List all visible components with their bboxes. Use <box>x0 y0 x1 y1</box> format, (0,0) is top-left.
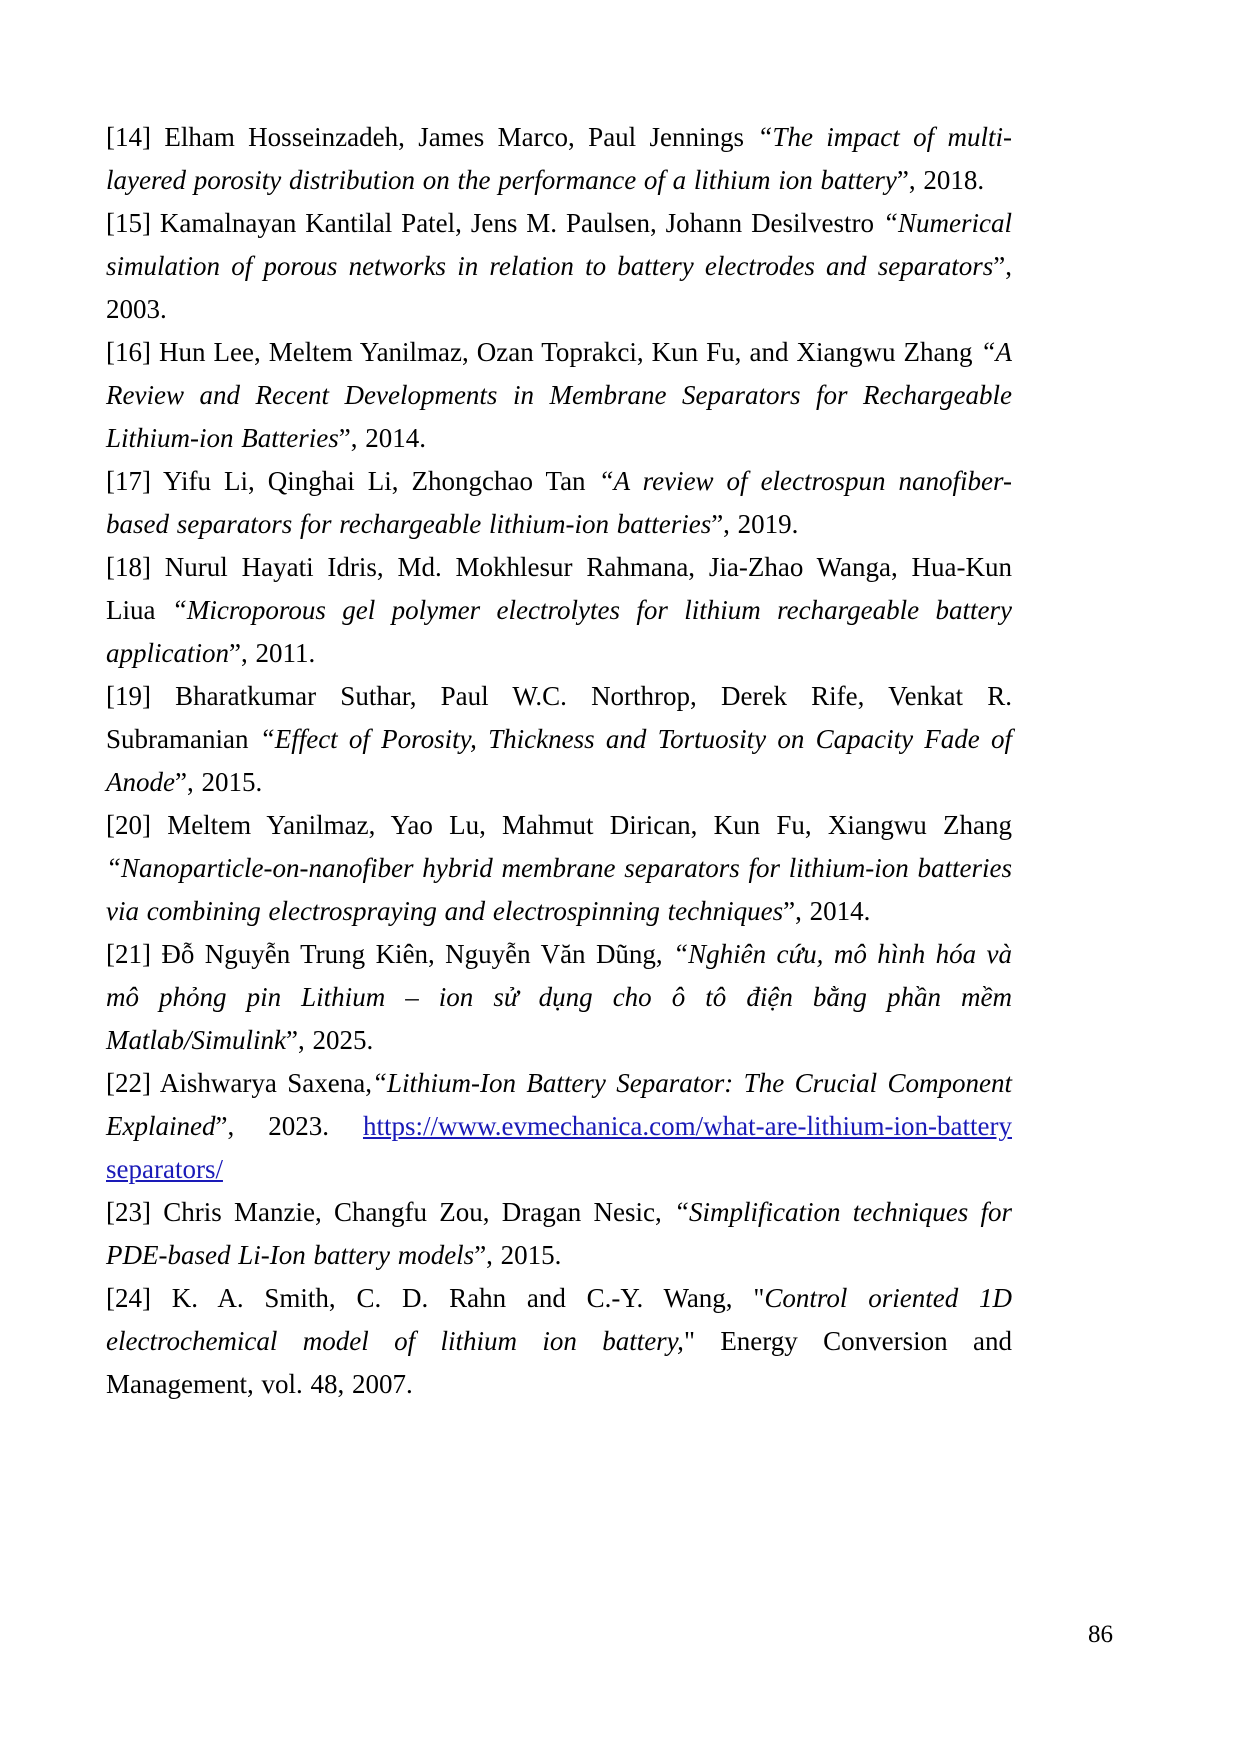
reference-text: [24] K. A. Smith, C. D. Rahn and C.-Y. Wang, " <box>106 1283 765 1313</box>
reference-text: ”, 2015. <box>174 767 263 797</box>
reference-text: ”, 2015. <box>474 1240 562 1270</box>
reference-text: ”, 2014. <box>338 423 426 453</box>
reference-entry <box>106 202 1012 331</box>
reference-text: [23] Chris Manzie, Changfu Zou, Dragan Nesic, <box>106 1197 674 1227</box>
reference-entry <box>106 933 1012 1062</box>
reference-entry <box>106 1062 1012 1191</box>
reference-text: ”, 2025. <box>285 1025 374 1055</box>
reference-title: “Nanoparticle-on-nanofiber hybrid membrane separators for lithium-ion batteries via combining electrospraying and electrospinning techniques <box>106 853 1012 926</box>
reference-title: “Microporous gel polymer electrolytes for lithium rechargeable battery application <box>106 595 1012 668</box>
reference-text: ”, 2014. <box>783 896 871 926</box>
reference-entry <box>106 331 1012 460</box>
reference-text: ”, 2018. <box>896 165 985 195</box>
reference-link[interactable]: https://www.evmechanica.com/what-are-lithium-ion-battery separators/ <box>106 1111 1012 1184</box>
reference-text: ”, 2003. <box>106 251 1012 324</box>
reference-text: [16] Hun Lee, Meltem Yanilmaz, Ozan Toprakci, Kun Fu, and Xiangwu Zhang <box>106 337 981 367</box>
reference-text: ”, 2023. <box>215 1111 363 1141</box>
reference-title: “A Review and Recent Developments in Membrane Separators for Rechargeable Lithium-ion Batteries <box>106 337 1012 453</box>
reference-title: “Lithium-Ion Battery Separator: The Crucial Component Explained <box>106 1068 1012 1141</box>
reference-text: " Energy Conversion and Management, vol. 48, 2007. <box>106 1326 1012 1399</box>
reference-entry <box>106 804 1012 933</box>
reference-entry <box>106 546 1012 675</box>
reference-text: [18] Nurul Hayati Idris, Md. Mokhlesur Rahmana, Jia-Zhao Wanga, Hua-Kun Liua <box>106 552 1012 625</box>
reference-text: [21] Đỗ Nguyễn Trung Kiên, Nguyễn Văn Dũng, <box>106 939 674 969</box>
reference-text: [14] Elham Hosseinzadeh, James Marco, Paul Jennings <box>106 122 758 152</box>
references-list <box>106 116 1012 1406</box>
reference-text: [19] Bharatkumar Suthar, Paul W.C. Northrop, Derek Rife, Venkat R. Subramanian <box>106 681 1012 754</box>
reference-title: “Effect of Porosity, Thickness and Tortuosity on Capacity Fade of Anode <box>106 724 1013 797</box>
reference-text: ”, 2011. <box>229 638 316 668</box>
reference-text: [22] Aishwarya Saxena, <box>106 1068 372 1098</box>
reference-text: [20] Meltem Yanilmaz, Yao Lu, Mahmut Dirican, Kun Fu, Xiangwu Zhang <box>106 810 1012 840</box>
reference-title: “A review of electrospun nanofiber-based separators for rechargeable lithium-ion batteries <box>106 466 1012 539</box>
reference-title: “Simplification techniques for PDE-based Li-Ion battery models <box>106 1197 1012 1270</box>
page-number: 86 <box>1088 1621 1113 1648</box>
reference-text: ”, 2019. <box>711 509 799 539</box>
reference-text: [17] Yifu Li, Qinghai Li, Zhongchao Tan <box>106 466 599 496</box>
reference-title: Control oriented 1D electrochemical model of lithium ion battery, <box>106 1283 1012 1356</box>
reference-entry <box>106 460 1012 546</box>
reference-text: [15] Kamalnayan Kantilal Patel, Jens M. Paulsen, Johann Desilvestro <box>106 208 883 238</box>
reference-entry <box>106 116 1012 202</box>
reference-entry <box>106 675 1012 804</box>
reference-entry <box>106 1277 1012 1406</box>
reference-title: “The impact of multi-layered porosity distribution on the performance of a lithium ion battery <box>106 122 1012 195</box>
reference-entry <box>106 1191 1012 1277</box>
reference-title: “Numerical simulation of porous networks in relation to battery electrodes and separators <box>106 208 1012 281</box>
reference-title: “Nghiên cứu, mô hình hóa và mô phỏng pin Lithium – ion sử dụng cho ô tô điện bằng phần mềm Matlab/Simulink <box>106 939 1012 1055</box>
